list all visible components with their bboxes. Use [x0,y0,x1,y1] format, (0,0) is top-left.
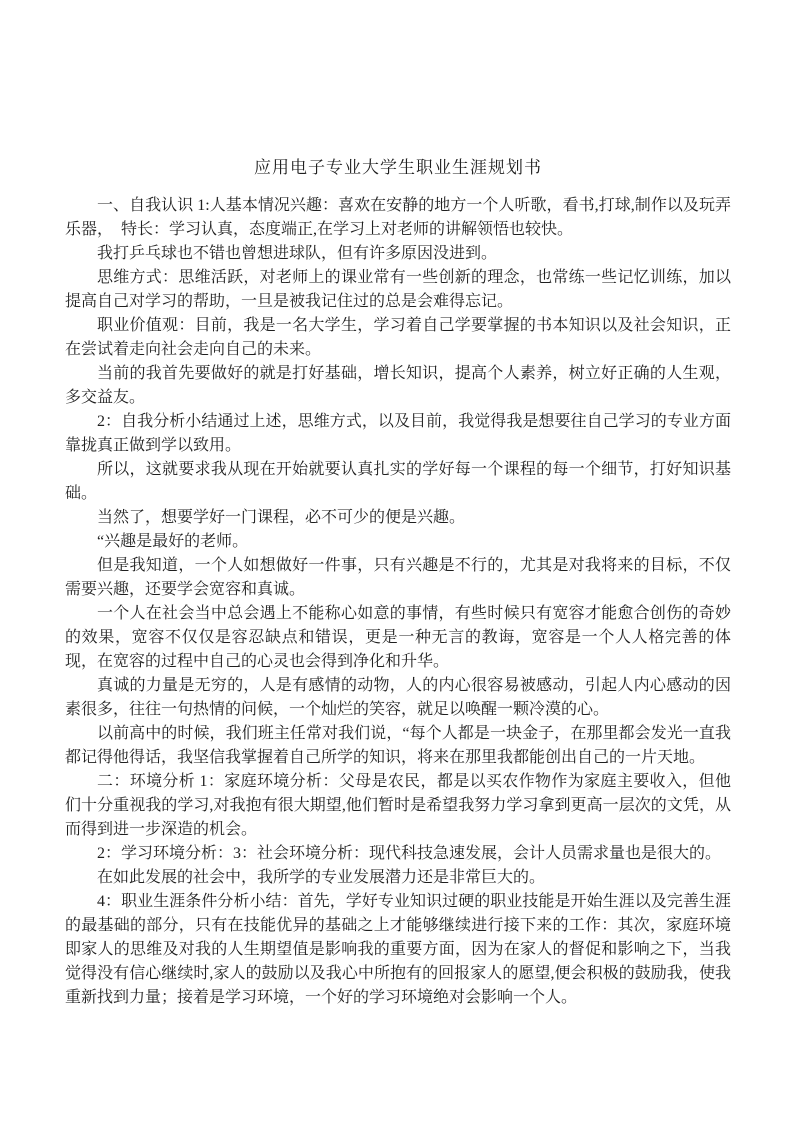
paragraph: 所以，这就要求我从现在开始就要认真扎实的学好每一个课程的每一个细节，打好知识基础。 [65,461,731,502]
document-body [65,194,731,1010]
paragraph: 4：职业生涯条件分析小结：首先，学好专业知识过硬的职业技能是开始生涯以及完善生涯的最基础的部分，只有在技能优异的基础之上才能够继续进行接下来的工作：其次，家庭环境即家人的思维及对我的人生期望值是影响我的重要方面，因为在家人的督促和影响之下，当我觉得没有信心继续时,家人的鼓励以及我心中所抱有的回报家人的愿望,便会积极的鼓励我，使我重新找到力量；接着是学习环境，一个好的学习环境绝对会影响一个人。 [65,893,731,1006]
paragraph: 思维方式：思维活跃，对老师上的课业常有一些创新的理念，也常练一些记忆训练，加以提高自己对学习的帮助，一旦是被我记住过的总是会难得忘记。 [65,269,731,310]
paragraph: 我打乒乓球也不错也曾想进球队，但有许多原因没进到。 [97,245,498,262]
paragraph: 当然了，想要学好一门课程，必不可少的便是兴趣。 [97,509,466,526]
paragraph: 2：学习环境分析：3：社会环境分析：现代科技急速发展，会计人员需求量也是很大的。 [97,845,722,862]
paragraph: 在如此发展的社会中，我所学的专业发展潜力还是非常巨大的。 [97,869,546,886]
paragraph: 真诚的力量是无穷的，人是有感情的动物，人的内心很容易被感动，引起人内心感动的因素很多，往往一句热情的问候，一个灿烂的笑容，就足以唤醒一颗冷漠的心。 [65,677,731,718]
paragraph: 一个人在社会当中总会遇上不能称心如意的事情，有些时候只有宽容才能愈合创伤的奇妙的效果，宽容不仅仅是容忍缺点和错误，更是一种无言的教诲，宽容是一个人人格完善的体现，在宽容的过程中自己的心灵也会得到净化和升华。 [65,605,731,670]
paragraph: 职业价值观：目前，我是一名大学生，学习着自己学要掌握的书本知识以及社会知识，正在尝试着走向社会走向自己的未来。 [65,317,731,358]
paragraph: 以前高中的时候，我们班主任常对我们说，“每个人都是一块金子，在那里都会发光一直我都记得他得话，我坚信我掌握着自己所学的知识，将来在那里我都能创出自己的一片天地。 [65,725,731,766]
document-title: 应用电子专业大学生职业生涯规划书 [254,158,542,177]
paragraph: 当前的我首先要做好的就是打好基础，增长知识，提高个人素养，树立好正确的人生观，多交益友。 [65,365,731,406]
paragraph: “兴趣是最好的老师。 [97,533,249,550]
paragraph: 但是我知道，一个人如想做好一件事，只有兴趣是不行的，尤其是对我将来的目标，不仅需要兴趣，还要学会宽容和真诚。 [65,557,731,598]
paragraph: 一、自我认识 1:人基本情况兴趣：喜欢在安静的地方一个人听歌，看书,打球,制作以及玩弄乐器， 特长：学习认真，态度端正,在学习上对老师的讲解领悟也较快。 [65,197,731,238]
paragraph: 2：自我分析小结通过上述，思维方式，以及目前，我觉得我是想要往自己学习的专业方面靠拢真正做到学以致用。 [65,413,731,454]
paragraph: 二：环境分析 1：家庭环境分析：父母是农民，都是以买农作物作为家庭主要收入，但他们十分重视我的学习,对我抱有很大期望,他们暂时是希望我努力学习拿到更高一层次的文凭，从而得到进一步深造的机会。 [65,773,731,838]
